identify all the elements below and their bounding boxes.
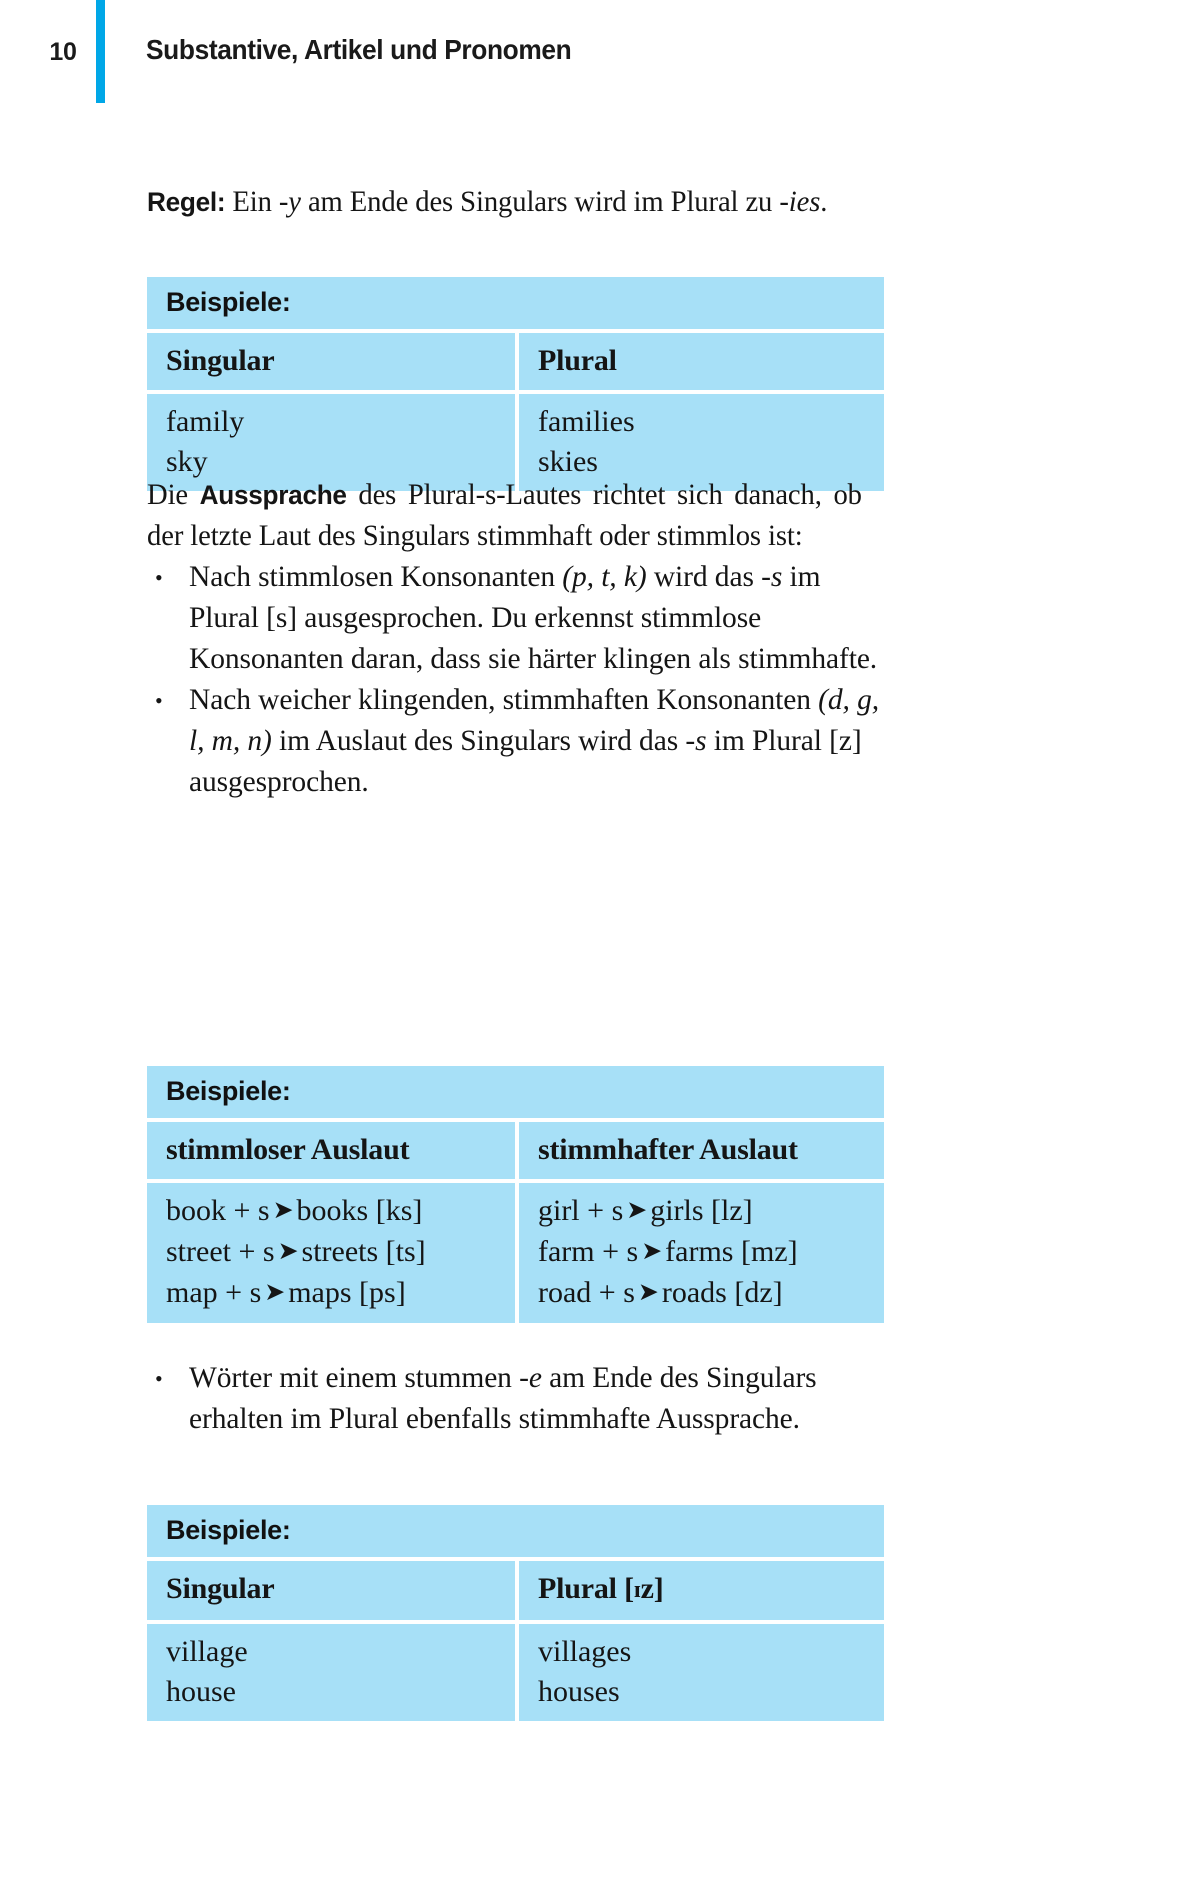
t2r2-result: farms [mz] <box>665 1235 798 1268</box>
t2l1-result: books [ks] <box>296 1194 423 1227</box>
bullet-icon: • <box>155 565 163 590</box>
bullet-1-italic-1: (p, t, k) <box>562 561 647 593</box>
bullet-2-italic-1: (d, g, l, m, n) <box>189 684 880 757</box>
table-3-plural-2: houses <box>537 1675 620 1708</box>
table-2-cell-voiced <box>519 1183 884 1323</box>
silent-e-bullet-list <box>147 1358 884 1440</box>
bullet-1-text-1: Nach stimmlosen Konsonanten <box>189 561 563 593</box>
bullet-2-text-3: im Plural [z] ausgesprochen. <box>189 725 862 798</box>
rule-paragraph <box>147 182 862 223</box>
table-1-title: Beispiele: <box>147 277 884 329</box>
table-3-header-row <box>147 1561 884 1620</box>
table-1-singular-2: sky <box>166 445 208 478</box>
table-3-singular-1: village <box>166 1635 248 1668</box>
arrow-right-icon: ➤ <box>277 1236 299 1265</box>
table-2-header-voiced: stimmhafter Auslaut <box>537 1133 798 1166</box>
t2l1-base: book + s <box>166 1194 270 1227</box>
examples-table-3 <box>147 1505 884 1721</box>
table-2-left-line-3 <box>166 1273 515 1314</box>
bullet-1-text-2: wird das - <box>646 561 771 593</box>
rule-label: Regel: <box>147 187 226 217</box>
table-3-cell-singular <box>147 1624 515 1721</box>
list-item <box>147 680 884 803</box>
bullet-3-italic-1: e <box>528 1362 542 1394</box>
table-3-title: Beispiele: <box>147 1505 884 1557</box>
bullet-icon: • <box>155 1366 163 1391</box>
table-2-header-voiceless: stimmloser Auslaut <box>166 1133 410 1166</box>
table-3-header-plural <box>519 1561 884 1620</box>
pron-bold-1: Aussprache <box>199 480 347 510</box>
table-2-header-row <box>147 1122 884 1179</box>
bullet-2-italic-2: s <box>695 725 707 757</box>
pronunciation-paragraph <box>147 475 862 557</box>
rule-text-3: . <box>820 186 828 218</box>
examples-table-1 <box>147 277 884 491</box>
bullet-3-text-1: Wörter mit einem stummen - <box>189 1362 529 1394</box>
bullet-1-text-3: im Plural [s] ausgesprochen. Du erkennst stimmlose Konsonanten daran, dass sie härter klingen als stimmhafte. <box>189 561 878 675</box>
table-3-body-row <box>147 1624 884 1721</box>
header-accent-rule <box>96 0 105 103</box>
list-item <box>147 557 884 680</box>
bullet-3-text-2: am Ende des Singulars erhalten im Plural ebenfalls stimmhafte Aussprache. <box>189 1362 817 1435</box>
arrow-right-icon: ➤ <box>264 1277 286 1306</box>
pron-text-1: Die <box>147 479 200 511</box>
table-1-header-row <box>147 333 884 390</box>
rule-italic-2: -ies <box>779 186 821 218</box>
table-1-header-singular: Singular <box>166 344 275 377</box>
arrow-right-icon: ➤ <box>637 1277 659 1306</box>
t2l2-base: street + s <box>166 1235 275 1268</box>
table-2-right-line-2 <box>538 1232 884 1273</box>
list-item <box>147 1358 884 1440</box>
table-2-left-line-1 <box>166 1191 515 1232</box>
table-2-left-line-2 <box>166 1232 515 1273</box>
t2l3-result: maps [ps] <box>288 1276 406 1309</box>
pronunciation-bullet-list <box>147 557 884 803</box>
table-1-plural-1: families <box>537 405 635 438</box>
table-3-cell-plural <box>519 1624 884 1721</box>
table-2-right-line-3 <box>538 1273 884 1314</box>
table-3-header-smallcap-i: ɪ <box>633 1577 641 1603</box>
table-1-plural-2: skies <box>537 445 598 478</box>
t2r1-base: girl + s <box>537 1194 624 1227</box>
t2r3-result: roads [dz] <box>661 1276 783 1309</box>
rule-paragraph-block <box>147 182 884 223</box>
silent-e-block <box>147 1358 884 1440</box>
examples-table-2 <box>147 1066 884 1323</box>
t2l2-result: streets [ts] <box>301 1235 426 1268</box>
t2l3-base: map + s <box>166 1276 262 1309</box>
bullet-icon: • <box>155 688 163 713</box>
table-2-title: Beispiele: <box>147 1066 884 1118</box>
page-number: 10 <box>49 38 77 66</box>
table-3-header-bracket-open: [ <box>616 1572 634 1605</box>
pron-text-2: des Plural-s-Lautes richtet sich danach, ob der letzte Laut des Singulars stimmhaft oder stimmlos ist: <box>147 479 862 552</box>
table-3-header-rest: z] <box>640 1572 664 1605</box>
table-3-singular-2: house <box>166 1675 236 1708</box>
chapter-title: Substantive, Artikel und Pronomen <box>146 34 572 65</box>
rule-italic-1: -y <box>278 186 301 218</box>
arrow-right-icon: ➤ <box>626 1195 648 1224</box>
bullet-2-text-2: im Auslaut des Singulars wird das - <box>271 725 696 757</box>
pronunciation-block <box>147 475 884 803</box>
bullet-2-text-1: Nach weicher klingenden, stimmhaften Konsonanten <box>189 684 819 716</box>
t2r2-base: farm + s <box>537 1235 639 1268</box>
arrow-right-icon: ➤ <box>272 1195 294 1224</box>
table-3-header-plural-main: Plural <box>537 1572 617 1605</box>
bullet-1-italic-2: s <box>770 561 783 593</box>
table-2-right-line-1 <box>538 1191 884 1232</box>
table-3-header-singular: Singular <box>166 1572 275 1605</box>
t2r1-result: girls [lz] <box>650 1194 753 1227</box>
table-2-cell-voiceless <box>147 1183 515 1323</box>
rule-text-2: am Ende des Singulars wird im Plural zu <box>300 186 780 218</box>
t2r3-base: road + s <box>537 1276 635 1309</box>
arrow-right-icon: ➤ <box>641 1236 663 1265</box>
running-header <box>0 0 1182 130</box>
table-3-plural-1: villages <box>537 1635 632 1668</box>
table-1-header-plural: Plural <box>537 344 617 377</box>
table-1-singular-1: family <box>166 405 245 438</box>
rule-text-1: Ein <box>225 186 279 218</box>
table-2-body-row <box>147 1183 884 1323</box>
